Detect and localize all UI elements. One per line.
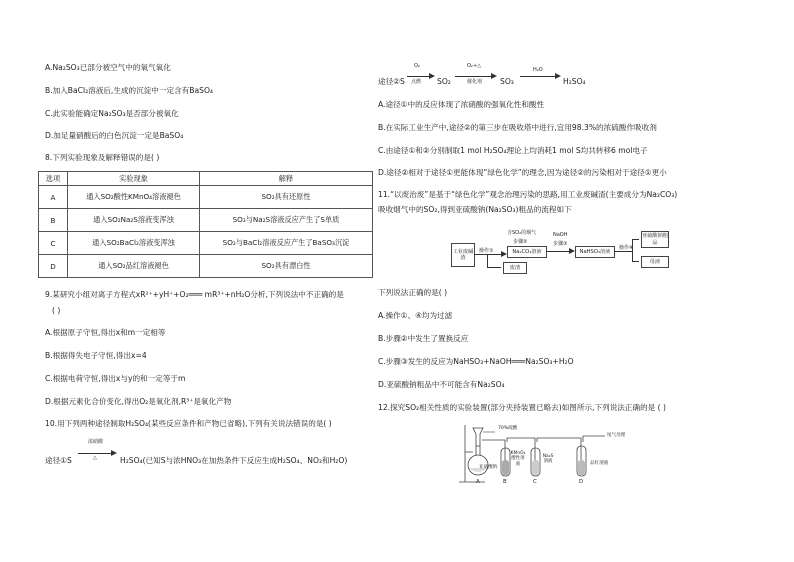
q9-stem: 9.某研究小组对离子方程式xR²⁺+yH⁺+O₂═══ mR³⁺+nH₂O分析,下列说法中不正确的是 bbox=[45, 290, 344, 299]
flow-box-nahso3: NaHSO₃溶液 bbox=[575, 246, 615, 258]
flow-box-na2co3: Na₂CO₃溶液 bbox=[507, 246, 547, 258]
apparatus-letter-d: D bbox=[579, 479, 584, 485]
q10-stem: 10.用下列两种途径制取H₂SO₄(某些反应条件和产物已省略),下列有关说法错误的是( ) bbox=[45, 419, 332, 428]
apparatus-flask-label: 亚硫酸钠 bbox=[479, 465, 498, 470]
route2-arrow-1 bbox=[407, 76, 431, 77]
q8-stem: 8.下列实验现象及解释错误的是( ) bbox=[45, 153, 160, 162]
flow-arrow-upper bbox=[632, 239, 639, 240]
apparatus-letter-b: B bbox=[503, 479, 507, 485]
table-header-cell: 解释 bbox=[200, 172, 373, 186]
table-cell: 通入SO₂BaCl₂溶液变浑浊 bbox=[68, 232, 200, 255]
q12-stem: 12.探究SO₂相关性质的实验装置(部分夹持装置已略去)如图所示,下列说法正确的是 ( ) bbox=[378, 403, 667, 412]
flow-arrow-1 bbox=[474, 254, 504, 255]
route2-prefix: 途径②S bbox=[378, 77, 405, 86]
route1-reagent: 浓硝酸 bbox=[88, 439, 104, 445]
q11-option-b: B.步骤②中发生了置换反应 bbox=[378, 334, 469, 343]
q10-option-d: D.途径②相对于途径①更能体现“绿色化学”的理念,因为途径②的污染相对于途径①更小 bbox=[378, 168, 667, 177]
route2-product: H₂SO₄ bbox=[563, 77, 586, 86]
q10-option-c: C.由途径①和②分别制取1 mol H₂SO₄理论上均消耗1 mol S均共转移6 mol电子 bbox=[378, 146, 648, 155]
table-header-cell: 选项 bbox=[39, 172, 68, 186]
table-cell: 通入SO₂酸性KMnO₄溶液褪色 bbox=[68, 186, 200, 209]
route1-arrow bbox=[78, 453, 113, 454]
flow-arrow-3 bbox=[614, 251, 632, 252]
q9-option-c: C.根据电荷守恒,得出x与y的和一定等于m bbox=[45, 374, 186, 383]
table-cell: 通入SO₂品红溶液褪色 bbox=[68, 255, 200, 278]
route2-step2-condition: 催化剂 bbox=[467, 79, 483, 85]
table-cell: SO₂与Na₂S溶液反应产生了S单质 bbox=[200, 209, 373, 232]
apparatus-c-label: Na₂S溶液 bbox=[542, 453, 554, 464]
q9-option-d: D.根据元素化合价变化,得出O₂是氧化剂,R³⁺是氧化产物 bbox=[45, 397, 232, 406]
apparatus-letter-a: A bbox=[476, 479, 480, 485]
apparatus-tail-gas-label: 尾气处理 bbox=[607, 433, 626, 438]
route1-arrowhead bbox=[111, 450, 117, 456]
q11-option-a: A.操作①、④均为过滤 bbox=[378, 311, 453, 320]
apparatus-drawing bbox=[459, 420, 659, 495]
flow-op1-label: 操作① bbox=[479, 248, 494, 254]
route2-arrowhead-2 bbox=[491, 73, 497, 79]
route2-step2-reagent: O₂+△ bbox=[467, 63, 481, 69]
apparatus-b-label: KMnO₄酸性溶液 bbox=[510, 450, 526, 467]
flow-box-product: 亚硫酸钠粗品 bbox=[641, 231, 669, 248]
table-cell: A bbox=[39, 186, 68, 209]
route1-suffix: H₂SO₄(已知S与浓HNO₃在加热条件下反应生成H₂SO₄、NO₂和H₂O) bbox=[120, 456, 348, 465]
table-cell: B bbox=[39, 209, 68, 232]
q7-option-b: B.加入BaCl₂溶液后,生成的沉淀中一定含有BaSO₄ bbox=[45, 86, 213, 95]
route2-step1-condition: 点燃 bbox=[411, 79, 422, 85]
q11-option-c: C.步骤③发生的反应为NaHSO₃+NaOH═══Na₂SO₃+H₂O bbox=[378, 357, 574, 366]
right-column bbox=[378, 0, 794, 562]
route2-intermediate-so2: SO₂ bbox=[437, 77, 451, 86]
q10-option-b: B.在实际工业生产中,途径②的第三步在吸收塔中进行,宜用98.3%的浓硫酸作吸收剂 bbox=[378, 123, 657, 132]
table-cell: C bbox=[39, 232, 68, 255]
q7-option-c: C.此实验能确定Na₂SO₃是否部分被氧化 bbox=[45, 109, 179, 118]
q11-stem-line2: 吸收烟气中的SO₂,得到亚硫酸钠(Na₂SO₃)粗品的流程如下 bbox=[378, 205, 572, 214]
q11-option-d: D.亚硫酸钠粗品中不可能含有Na₂SO₄ bbox=[378, 380, 505, 389]
flow-step2-label: 步骤② bbox=[513, 239, 528, 245]
apparatus-acid-label: 70%硫酸 bbox=[498, 426, 518, 431]
flow-naoh-label: NaOH bbox=[553, 232, 568, 238]
route2-arrow-3 bbox=[520, 76, 557, 77]
table-row bbox=[39, 255, 373, 278]
route2-step3-reagent: H₂O bbox=[533, 67, 543, 73]
q9-paren: ( ) bbox=[52, 306, 61, 315]
table-row bbox=[39, 209, 373, 232]
table-cell: D bbox=[39, 255, 68, 278]
table-cell: 通入SO₂Na₂S溶液变浑浊 bbox=[68, 209, 200, 232]
flow-gas-input: 含SO₂的烟气 bbox=[507, 230, 537, 236]
table-header-row bbox=[39, 172, 373, 186]
q7-option-d: D.加足量硝酸后的白色沉淀一定是BaSO₄ bbox=[45, 131, 184, 140]
flow-arrow-waste bbox=[487, 267, 501, 268]
table-cell: SO₂与BaCl₂溶液反应产生了BaSO₃沉淀 bbox=[200, 232, 373, 255]
route1-condition: △ bbox=[93, 455, 97, 461]
flow-op4-label: 操作④ bbox=[619, 245, 634, 251]
route2-arrow-2 bbox=[455, 76, 493, 77]
q8-table bbox=[38, 171, 373, 278]
table-cell: SO₂具有还原性 bbox=[200, 186, 373, 209]
route2-step1-reagent: O₂ bbox=[414, 63, 420, 69]
apparatus-letter-c: C bbox=[533, 479, 537, 485]
flow-branch-line bbox=[632, 239, 633, 261]
route1-prefix: 途径①S bbox=[45, 456, 72, 465]
flow-box-waste-residue: 废渣 bbox=[503, 262, 527, 274]
table-header-cell: 实验现象 bbox=[68, 172, 200, 186]
q7-option-a: A.Na₂SO₃已部分被空气中的氧气氧化 bbox=[45, 63, 171, 72]
route2-arrowhead-1 bbox=[429, 73, 435, 79]
route2-arrowhead-3 bbox=[555, 73, 561, 79]
table-row bbox=[39, 186, 373, 209]
q11-stem-line1: 11.“以废治废”是基于“绿色化学”观念治理污染的思路,用工业废碱渣(主要成分为Na₂CO₃) bbox=[378, 190, 678, 199]
route2-intermediate-so3: SO₃ bbox=[500, 77, 514, 86]
flow-box-waste-alkali: 工业废碱渣 bbox=[451, 243, 475, 267]
flow-waste-line bbox=[487, 254, 488, 267]
q9-option-b: B.根据得失电子守恒,得出x=4 bbox=[45, 351, 147, 360]
table-row bbox=[39, 232, 373, 255]
q10-option-a: A.途径①中的反应体现了浓硝酸的强氧化性和酸性 bbox=[378, 100, 545, 109]
flow-arrow-lower bbox=[632, 261, 639, 262]
flow-step3-label: 步骤③ bbox=[553, 241, 568, 247]
q11-question: 下列说法正确的是( ) bbox=[378, 288, 448, 297]
apparatus-d-label: 品红溶液 bbox=[590, 461, 609, 466]
q9-option-a: A.根据原子守恒,得出x和m一定相等 bbox=[45, 328, 166, 337]
table-cell: SO₂具有漂白性 bbox=[200, 255, 373, 278]
flow-box-mother-liquor: 母液 bbox=[641, 256, 669, 268]
